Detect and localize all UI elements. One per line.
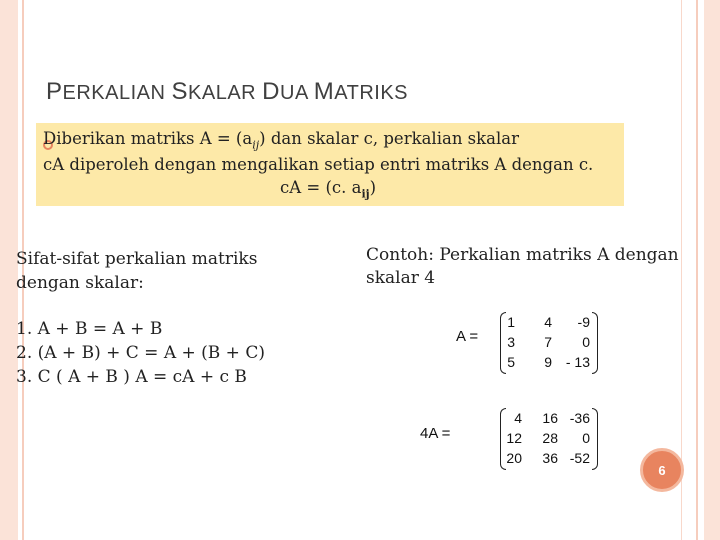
title-part: KALAR [188,82,263,104]
matrix-cell: -9 [577,314,590,330]
matrix-a-label: A = [456,328,479,345]
title-part: S [171,78,189,105]
matrix-cell: 1 [507,314,515,330]
matrix-cell: 0 [582,430,590,446]
title-part: D [262,78,281,105]
matrix-cell: 16 [542,410,558,426]
matrix-cell: 4 [514,410,522,426]
matrix-cell: -36 [569,410,590,426]
matrix-cell: 20 [506,450,522,466]
definition-line-1: Diberikan matriks $A = (a_{ij})$ dan skalar c, perkalian skalar [43,129,519,152]
matrix-cell: 36 [542,450,558,466]
matrix-cell: - 13 [565,354,590,370]
matrix-cell: 0 [582,334,590,350]
example-heading: Contoh: Perkalian matriks A dengan skalar 4 [366,245,679,288]
left-bracket [500,408,506,470]
property-item-3: 3. C ( A + B ) A = cA + c B [16,367,247,387]
definition-formula: cA = (c. $a_{ij}$) [280,178,377,201]
right-border-line [696,0,698,540]
right-bracket [592,312,598,374]
matrix-cell: 3 [507,334,515,350]
matrix-row [508,314,590,332]
matrix-cell: 7 [544,334,552,350]
right-bracket [592,408,598,470]
matrix-cell: 12 [506,430,522,446]
matrix-row [508,354,590,372]
matrix-4a [500,408,598,470]
property-item-1: 1. A + B = A + B [16,319,163,339]
page-number-badge: 6 [640,448,684,492]
properties-heading: Sifat-sifat perkalian matriks dengan skalar: [16,249,258,293]
matrix-4a-label: 4A = [420,425,451,442]
definition-line-2: cA diperoleh dengan mengalikan setiap entri matriks A dengan c. [43,155,594,174]
matrix-cell: 28 [542,430,558,446]
matrix-row [508,450,590,468]
right-border-stripe [704,0,720,540]
matrix-cell: 9 [544,354,552,370]
slide-title [46,78,408,106]
matrix-cell: -52 [569,450,590,466]
property-item-2: 2. (A + B) + C = A + (B + C) [16,343,265,363]
matrix-cell: 4 [544,314,552,330]
matrix-cell: 5 [507,354,515,370]
title-part: ATRIKS [334,82,409,104]
title-part: UA [280,82,314,104]
matrix-a [500,312,598,374]
title-part: ERKALIAN [62,82,172,104]
matrix-row [508,334,590,352]
left-bracket [500,312,506,374]
matrix-row [508,410,590,428]
title-part: M [313,78,335,105]
matrix-row [508,430,590,448]
title-part: P [46,78,63,105]
